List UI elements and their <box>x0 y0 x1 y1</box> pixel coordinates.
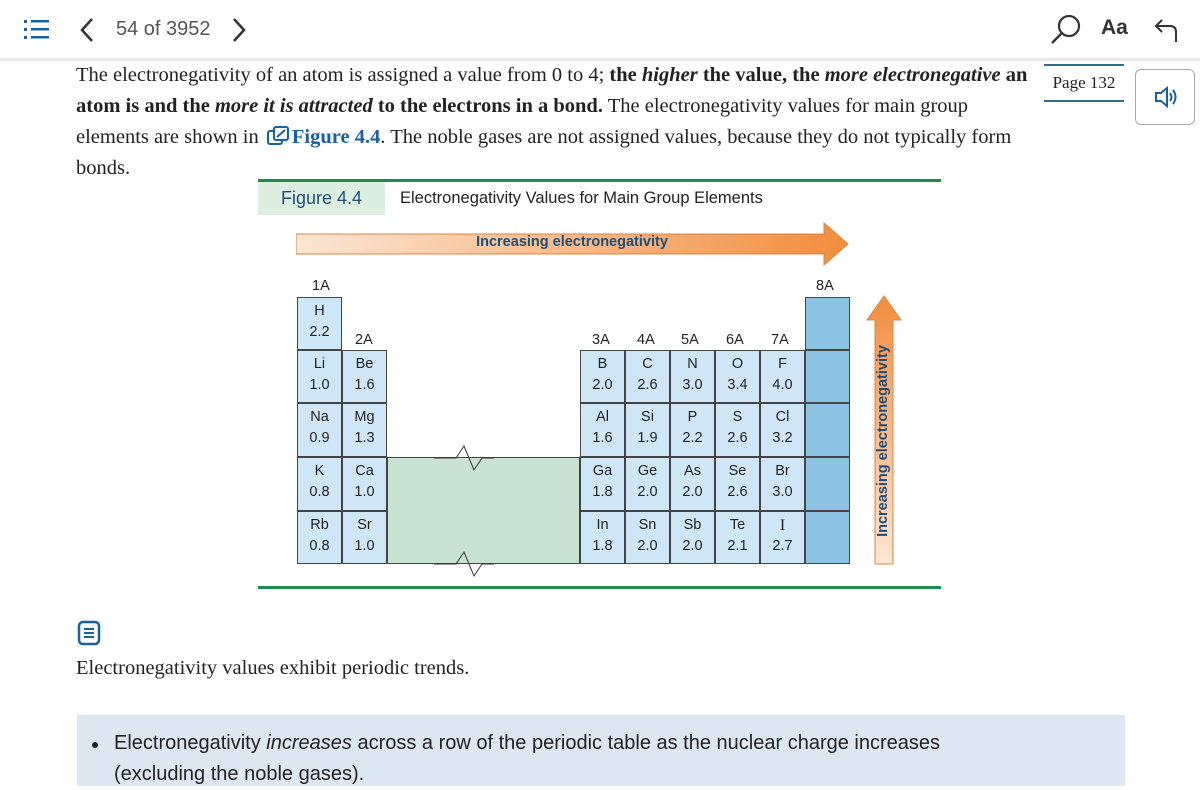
element-cell-te <box>715 511 760 564</box>
element-cell-n <box>670 350 715 403</box>
element-cell-cl <box>760 403 805 457</box>
element-cell-ge <box>625 457 670 511</box>
element-value: 2.6 <box>637 377 658 393</box>
element-cell-be <box>342 350 387 403</box>
element-value: 2.7 <box>772 538 793 554</box>
element-symbol: K <box>314 463 325 479</box>
element-value: 1.0 <box>354 484 375 500</box>
element-value: 3.0 <box>682 377 703 393</box>
element-symbol: B <box>597 356 608 372</box>
body-paragraph <box>76 60 1036 184</box>
element-value: 2.1 <box>727 538 748 554</box>
element-symbol: Al <box>596 409 609 425</box>
element-symbol: P <box>687 409 698 425</box>
audio-button[interactable] <box>1135 69 1195 125</box>
element-cell-sr <box>342 511 387 564</box>
element-symbol: Mg <box>354 409 375 425</box>
speaker-icon <box>1136 70 1194 124</box>
element-symbol: Rb <box>310 517 329 533</box>
bullet-icon <box>92 742 98 748</box>
element-symbol: Be <box>355 356 374 372</box>
element-symbol: Ga <box>592 463 613 479</box>
break-marks <box>434 444 494 578</box>
element-cell-se <box>715 457 760 511</box>
element-symbol: Ge <box>637 463 658 479</box>
element-cell-na <box>297 403 342 457</box>
element-cell-h <box>297 297 342 350</box>
element-value: 2.0 <box>637 538 658 554</box>
element-cell-s <box>715 403 760 457</box>
noble-gas-cell <box>805 297 850 350</box>
element-cell-si <box>625 403 670 457</box>
element-symbol: I <box>779 517 786 534</box>
element-symbol: C <box>642 356 653 372</box>
element-symbol: S <box>732 409 743 425</box>
element-cell-mg <box>342 403 387 457</box>
element-value: 2.0 <box>682 538 703 554</box>
list-icon[interactable] <box>24 18 50 42</box>
note-text: across a row of the periodic table as the nuclear charge increases (excluding the noble gases). <box>114 732 941 785</box>
element-symbol: Sr <box>357 517 372 533</box>
paragraph-bold-italic: more it is attracted <box>214 95 373 117</box>
element-cell-br <box>760 457 805 511</box>
caption-icon[interactable] <box>77 620 101 646</box>
element-symbol: Na <box>310 409 329 425</box>
element-cell-i <box>760 511 805 564</box>
element-value: 1.9 <box>637 430 658 446</box>
element-symbol: Te <box>729 517 746 533</box>
note-emphasis: increases <box>266 732 352 754</box>
chevron-right-icon[interactable] <box>230 16 248 44</box>
paragraph-bold-italic: higher <box>641 64 698 86</box>
group-label-6a: 6A <box>726 332 744 348</box>
top-toolbar <box>0 0 1200 61</box>
element-cell-k <box>297 457 342 511</box>
element-cell-rb <box>297 511 342 564</box>
element-value: 1.3 <box>354 430 375 446</box>
element-value: 1.6 <box>354 377 375 393</box>
paragraph-text: The electronegativity values for main group elements are shown in <box>76 95 969 148</box>
element-symbol: H <box>314 303 325 319</box>
horizontal-arrow-label: Increasing electronegativity <box>476 234 668 250</box>
paragraph-text: . The noble gases are not assigned values, because they do not typically form bonds. <box>76 126 1012 179</box>
element-value: 0.8 <box>309 484 330 500</box>
element-cell-c <box>625 350 670 403</box>
element-symbol: Se <box>728 463 747 479</box>
font-size-button[interactable]: Aa <box>1101 16 1128 39</box>
element-cell-b <box>580 350 625 403</box>
element-symbol: As <box>684 463 701 479</box>
element-symbol: Si <box>641 409 654 425</box>
page-counter: 54 of 3952 <box>116 18 211 40</box>
element-value: 2.0 <box>682 484 703 500</box>
group-label-1a: 1A <box>312 278 330 294</box>
search-icon[interactable] <box>1048 13 1084 45</box>
element-value: 2.6 <box>727 484 748 500</box>
element-value: 1.8 <box>592 484 613 500</box>
element-value: 4.0 <box>772 377 793 393</box>
element-value: 0.8 <box>309 538 330 554</box>
noble-gas-cell <box>805 403 850 457</box>
group-label-4a: 4A <box>637 332 655 348</box>
chevron-left-icon[interactable] <box>78 16 96 44</box>
group-label-3a: 3A <box>592 332 610 348</box>
element-value: 1.0 <box>354 538 375 554</box>
element-value: 2.2 <box>309 324 330 340</box>
element-value: 2.0 <box>592 377 613 393</box>
element-cell-li <box>297 350 342 403</box>
element-value: 2.0 <box>637 484 658 500</box>
element-cell-in <box>580 511 625 564</box>
element-symbol: N <box>687 356 698 372</box>
element-cell-sb <box>670 511 715 564</box>
paragraph-bold: the value, the <box>697 64 825 86</box>
element-value: 3.4 <box>727 377 748 393</box>
paragraph-bold: the <box>609 64 642 86</box>
element-cell-ca <box>342 457 387 511</box>
element-value: 3.0 <box>772 484 793 500</box>
element-symbol: In <box>596 517 609 533</box>
figure-caption: Electronegativity values exhibit periodic trends. <box>76 657 470 679</box>
element-cell-ga <box>580 457 625 511</box>
element-cell-sn <box>625 511 670 564</box>
key-point-text <box>114 728 1034 790</box>
element-symbol: Cl <box>775 409 790 425</box>
element-value: 0.9 <box>309 430 330 446</box>
group-label-5a: 5A <box>681 332 699 348</box>
return-icon[interactable] <box>1154 18 1180 42</box>
noble-gas-cell <box>805 511 850 564</box>
group-label-7a: 7A <box>771 332 789 348</box>
element-value: 1.0 <box>309 377 330 393</box>
element-value: 2.2 <box>682 430 703 446</box>
element-symbol: F <box>778 356 787 372</box>
element-cell-al <box>580 403 625 457</box>
paragraph-bold-italic: more electronegative <box>824 64 1001 86</box>
figure-label: Figure 4.4 <box>258 182 385 215</box>
element-cell-as <box>670 457 715 511</box>
element-cell-f <box>760 350 805 403</box>
external-link-icon <box>266 126 290 146</box>
figure-title: Electronegativity Values for Main Group Elements <box>400 189 763 207</box>
paragraph-bold: an atom is and the <box>76 64 1028 117</box>
group-label-8a: 8A <box>816 278 834 294</box>
element-symbol: Br <box>775 463 790 479</box>
element-symbol: Ca <box>355 463 374 479</box>
element-symbol: O <box>731 356 744 372</box>
vertical-arrow-label: Increasing electronegativity <box>875 345 891 537</box>
element-value: 1.6 <box>592 430 613 446</box>
noble-gas-cell <box>805 350 850 403</box>
element-value: 2.6 <box>727 430 748 446</box>
element-symbol: Sn <box>638 517 657 533</box>
element-symbol: Sb <box>683 517 702 533</box>
paragraph-bold: to the electrons in a bond. <box>372 95 603 117</box>
noble-gas-cell <box>805 457 850 511</box>
note-text: Electronegativity <box>114 732 267 754</box>
group-label-2a: 2A <box>355 332 373 348</box>
page-marker: Page 132 <box>1044 64 1124 102</box>
element-value: 3.2 <box>772 430 793 446</box>
figure-link[interactable]: Figure 4.4 <box>291 126 381 148</box>
paragraph-text: The electronegativity of an atom is assigned a value from 0 to 4; <box>76 64 610 86</box>
element-cell-o <box>715 350 760 403</box>
element-symbol: Li <box>313 356 326 372</box>
element-cell-p <box>670 403 715 457</box>
figure-bottom-rule <box>258 586 941 589</box>
element-value: 1.8 <box>592 538 613 554</box>
